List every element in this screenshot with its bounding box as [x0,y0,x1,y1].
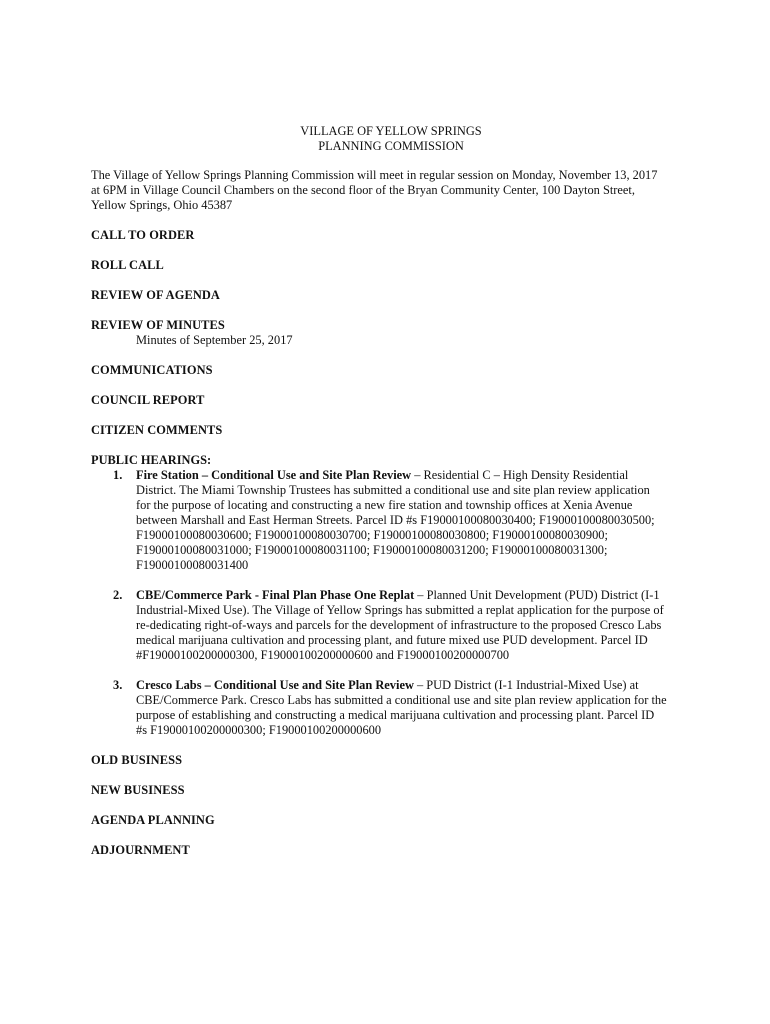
minutes-detail: Minutes of September 25, 2017 [136,333,293,347]
hearing-line: for the purpose of locating and constructing a new fire station and township offices at Xenia Avenue [136,498,633,512]
notice-line: at 6PM in Village Council Chambers on the second floor of the Bryan Community Center, 100 Dayton Street, [91,183,635,197]
document-header [91,124,691,154]
header-village-name: VILLAGE OF YELLOW SPRINGS [300,124,482,138]
section-heading: AGENDA PLANNING [91,813,215,827]
agenda-content [91,124,691,858]
section-heading: REVIEW OF MINUTES [91,318,225,332]
section-citizen-comments [91,423,691,438]
section-council-report [91,393,691,408]
hearing-body [136,588,691,663]
hearing-number: 1. [113,468,123,482]
hearing-line: F19000100080030600; F19000100080030700; F19000100080030800; F19000100080030900; [136,528,608,542]
hearing-line: Industrial-Mixed Use). The Village of Yellow Springs has submitted a replat application for the purpose of [136,603,664,617]
hearing-item [91,468,691,573]
hearing-title: Fire Station – Conditional Use and Site Plan Review [136,468,412,482]
notice-line: The Village of Yellow Springs Planning Commission will meet in regular session on Monday, November 13, 2017 [91,168,658,182]
hearing-line: between Marshall and East Herman Streets. Parcel ID #s F19000100080030400; F19000100080030500; [136,513,655,527]
section-public-hearings [91,453,691,738]
hearing-first-line [136,588,691,603]
hearing-line: District. The Miami Township Trustees has submitted a conditional use and site plan review application [136,483,650,497]
section-old-business [91,753,691,768]
section-heading: ROLL CALL [91,258,164,272]
hearing-line: – Planned Unit Development (PUD) District (I-1 [414,588,660,602]
section-new-business [91,783,691,798]
hearing-line: CBE/Commerce Park. Cresco Labs has submitted a conditional use and site plan review application for the [136,693,667,707]
hearing-line: – PUD District (I-1 Industrial-Mixed Use) at [413,678,639,692]
section-communications [91,363,691,378]
hearing-body [136,468,691,573]
hearing-number: 3. [113,678,123,692]
section-heading: ADJOURNMENT [91,843,190,857]
meeting-notice [91,168,691,213]
hearing-line: medical marijuana cultivation and processing plant, and future mixed use PUD development. Parcel ID [136,633,648,647]
section-heading: OLD BUSINESS [91,753,183,767]
header-commission-name: PLANNING COMMISSION [318,139,464,153]
hearing-item [91,678,691,738]
section-heading: COUNCIL REPORT [91,393,205,407]
section-adjournment [91,843,691,858]
section-review-of-agenda [91,288,691,303]
section-review-of-minutes [91,318,691,348]
hearing-title: CBE/Commerce Park - Final Plan Phase One Replat [136,588,415,602]
hearing-line: #s F19000100200000300; F19000100200000600 [136,723,382,737]
section-call-to-order [91,228,691,243]
hearing-line: F19000100080031000; F19000100080031100; F19000100080031200; F19000100080031300; [136,543,608,557]
section-heading: COMMUNICATIONS [91,363,213,377]
hearing-line: – Residential C – High Density Residential [411,468,629,482]
hearing-line: purpose of establishing and constructing a medical marijuana cultivation and processing plant. Parcel ID [136,708,655,722]
notice-line: Yellow Springs, Ohio 45387 [91,198,233,212]
hearing-line: F19000100080031400 [136,558,249,572]
hearing-first-line [136,678,691,693]
section-heading: CALL TO ORDER [91,228,195,242]
hearing-list [91,468,691,738]
hearing-line: #F19000100200000300, F19000100200000600 and F19000100200000700 [136,648,510,662]
hearing-number: 2. [113,588,123,602]
hearing-item [91,588,691,663]
hearing-line: re-dedicating right-of-ways and parcels for the development of infrastructure to the proposed Cresco Labs [136,618,662,632]
section-heading: NEW BUSINESS [91,783,185,797]
section-heading: REVIEW OF AGENDA [91,288,220,302]
section-agenda-planning [91,813,691,828]
section-heading: PUBLIC HEARINGS: [91,453,212,467]
section-heading: CITIZEN COMMENTS [91,423,223,437]
hearing-title: Cresco Labs – Conditional Use and Site Plan Review [136,678,414,692]
hearing-body [136,678,691,738]
section-roll-call [91,258,691,273]
hearing-first-line [136,468,691,483]
